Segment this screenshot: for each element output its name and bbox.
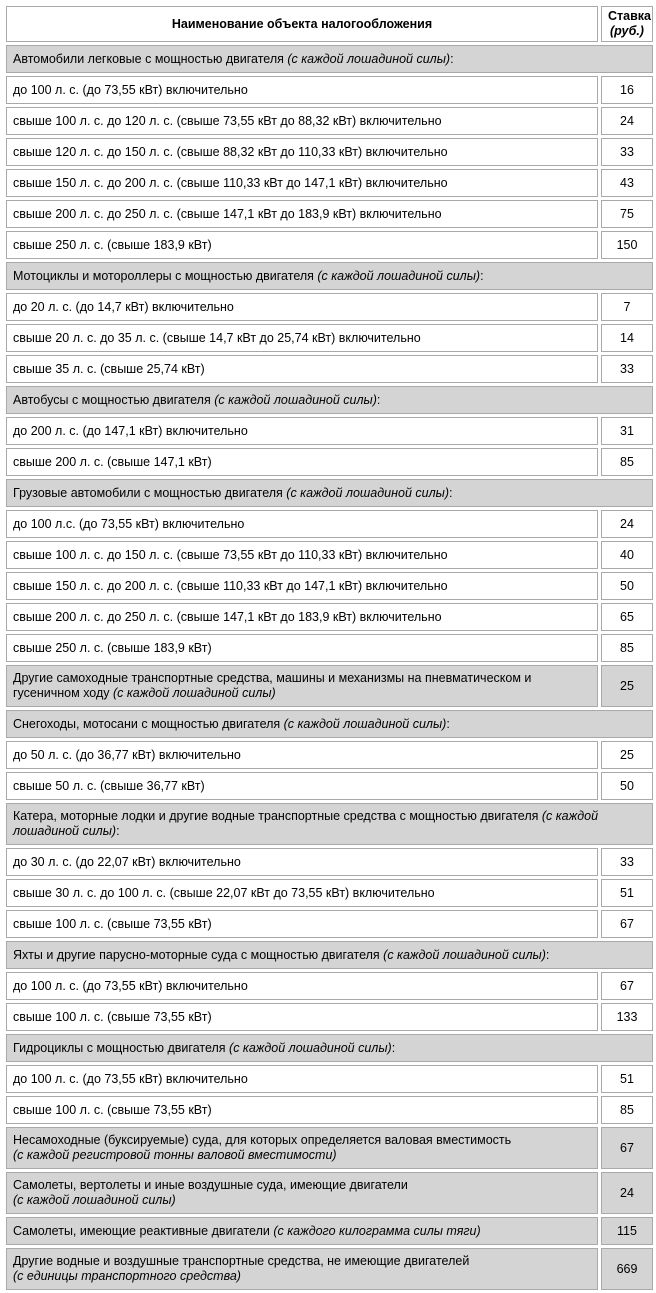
header-rate-label: Ставка: [608, 9, 651, 23]
item-name-cell: до 100 л.с. (до 73,55 кВт) включительно: [6, 510, 598, 538]
table-row: [6, 1096, 653, 1124]
category-name-cell: [6, 262, 653, 290]
rate-cell: 51: [601, 1065, 653, 1093]
category-row: [6, 1217, 653, 1245]
category-row: [6, 1034, 653, 1062]
item-name-cell: свыше 100 л. с. (свыше 73,55 кВт): [6, 1096, 598, 1124]
category-unit-note: (с каждой лошадиной силы): [283, 716, 447, 731]
category-name-cell: [6, 1172, 598, 1214]
table-row: [6, 848, 653, 876]
item-name-cell: свыше 200 л. с. до 250 л. с. (свыше 147,1 кВт до 183,9 кВт) включительно: [6, 200, 598, 228]
header-rate-unit: (руб.): [610, 24, 644, 38]
category-colon: :: [480, 268, 484, 283]
category-unit-note: (с каждой лошадиной силы): [286, 485, 449, 500]
table-row: [6, 541, 653, 569]
category-colon: :: [450, 51, 454, 66]
category-unit-note: (с каждой регистровой тонны валовой вместимости): [13, 1148, 337, 1162]
table-row: [6, 107, 653, 135]
category-unit-note: (с каждой лошадиной силы): [214, 392, 377, 407]
rate-cell: 85: [601, 1096, 653, 1124]
category-colon: :: [545, 947, 550, 962]
rate-cell: 133: [601, 1003, 653, 1031]
table-row: [6, 76, 653, 104]
category-name-cell: [6, 1217, 598, 1245]
category-name-cell: [6, 1034, 653, 1062]
rate-cell: 85: [601, 448, 653, 476]
category-row: [6, 262, 653, 290]
item-name-cell: свыше 200 л. с. (свыше 147,1 кВт): [6, 448, 598, 476]
table-row: [6, 879, 653, 907]
item-name-cell: свыше 100 л. с. до 150 л. с. (свыше 73,55 кВт до 110,33 кВт) включительно: [6, 541, 598, 569]
table-row: [6, 293, 653, 321]
category-name-cell: [6, 45, 653, 73]
rate-cell: 16: [601, 76, 653, 104]
category-row: [6, 1248, 653, 1290]
category-row: [6, 803, 653, 845]
category-row: [6, 1127, 653, 1169]
item-name-cell: свыше 35 л. с. (свыше 25,74 кВт): [6, 355, 598, 383]
header-rate-column: [601, 6, 653, 42]
category-row: [6, 386, 653, 414]
item-name-cell: свыше 100 л. с. (свыше 73,55 кВт): [6, 910, 598, 938]
header-name-column: Наименование объекта налогообложения: [6, 6, 598, 42]
rate-cell: 33: [601, 848, 653, 876]
category-name-cell: [6, 1248, 598, 1290]
table-row: [6, 355, 653, 383]
rate-cell: 50: [601, 772, 653, 800]
table-row: [6, 324, 653, 352]
rate-cell: 24: [601, 107, 653, 135]
category-title: Снегоходы, мотосани с мощностью двигателя: [13, 716, 284, 731]
category-row: [6, 479, 653, 507]
table-row: [6, 772, 653, 800]
category-name-cell: [6, 1127, 598, 1169]
item-name-cell: до 100 л. с. (до 73,55 кВт) включительно: [6, 972, 598, 1000]
table-row: [6, 741, 653, 769]
item-name-cell: свыше 150 л. с. до 200 л. с. (свыше 110,33 кВт до 147,1 кВт) включительно: [6, 169, 598, 197]
category-title: Автобусы с мощностью двигателя: [13, 392, 215, 407]
rate-cell: 33: [601, 355, 653, 383]
category-title: Другие самоходные транспортные средства, машины и механизмы на пневматическом и гусеничном ходу: [13, 671, 532, 700]
item-name-cell: свыше 50 л. с. (свыше 36,77 кВт): [6, 772, 598, 800]
table-row: [6, 634, 653, 662]
category-name-cell: [6, 803, 653, 845]
item-name-cell: свыше 30 л. с. до 100 л. с. (свыше 22,07 кВт до 73,55 кВт) включительно: [6, 879, 598, 907]
category-row: [6, 941, 653, 969]
table-row: [6, 1003, 653, 1031]
table-row: [6, 417, 653, 445]
table-row: [6, 972, 653, 1000]
category-title: Яхты и другие парусно-моторные суда с мощностью двигателя: [13, 947, 384, 962]
category-unit-note: (с каждой лошадиной силы): [113, 686, 276, 700]
table-row: [6, 138, 653, 166]
category-colon: :: [448, 485, 453, 500]
rate-cell: 14: [601, 324, 653, 352]
category-colon: :: [376, 392, 381, 407]
rate-cell: 67: [601, 1127, 653, 1169]
category-title: Автомобили легковые с мощностью двигателя: [13, 51, 288, 66]
item-name-cell: свыше 250 л. с. (свыше 183,9 кВт): [6, 634, 598, 662]
table-row: [6, 231, 653, 259]
item-name-cell: свыше 100 л. с. до 120 л. с. (свыше 73,55 кВт до 88,32 кВт) включительно: [6, 107, 598, 135]
category-name-cell: [6, 386, 653, 414]
category-row: [6, 710, 653, 738]
category-colon: :: [116, 824, 120, 838]
category-title: Грузовые автомобили с мощностью двигателя: [13, 485, 287, 500]
category-unit-note: (с каждой лошадиной силы): [13, 1193, 176, 1207]
item-name-cell: до 100 л. с. (до 73,55 кВт) включительно: [6, 1065, 598, 1093]
rate-cell: 7: [601, 293, 653, 321]
category-name-cell: [6, 665, 598, 707]
rate-cell: 115: [601, 1217, 653, 1245]
table-row: [6, 169, 653, 197]
category-title: Самолеты, имеющие реактивные двигатели: [13, 1223, 274, 1238]
rate-cell: 150: [601, 231, 653, 259]
category-row: [6, 45, 653, 73]
rate-cell: 43: [601, 169, 653, 197]
rate-cell: 85: [601, 634, 653, 662]
rate-cell: 24: [601, 1172, 653, 1214]
category-colon: :: [391, 1040, 396, 1055]
table-row: [6, 603, 653, 631]
table-row: [6, 510, 653, 538]
rate-cell: 40: [601, 541, 653, 569]
item-name-cell: свыше 200 л. с. до 250 л. с. (свыше 147,1 кВт до 183,9 кВт) включительно: [6, 603, 598, 631]
item-name-cell: свыше 20 л. с. до 35 л. с. (свыше 14,7 кВт до 25,74 кВт) включительно: [6, 324, 598, 352]
category-row: [6, 1172, 653, 1214]
category-unit-note: (с каждой лошадиной силы): [287, 51, 451, 66]
category-title: Мотоциклы и мотороллеры с мощностью двигателя: [13, 268, 318, 283]
item-name-cell: до 200 л. с. (до 147,1 кВт) включительно: [6, 417, 598, 445]
rate-cell: 67: [601, 972, 653, 1000]
category-title: Самолеты, вертолеты и иные воздушные суда, имеющие двигатели: [13, 1178, 408, 1192]
category-unit-note: (с каждой лошадиной силы): [13, 809, 599, 838]
rate-cell: 31: [601, 417, 653, 445]
category-name-cell: [6, 710, 653, 738]
table-body: [6, 6, 653, 1290]
item-name-cell: до 20 л. с. (до 14,7 кВт) включительно: [6, 293, 598, 321]
rate-cell: 25: [601, 741, 653, 769]
category-title: Другие водные и воздушные транспортные средства, не имеющие двигателей: [13, 1254, 470, 1268]
category-unit-note: (с каждого килограмма силы тяги): [273, 1223, 481, 1238]
table-row: [6, 572, 653, 600]
category-unit-note: (с единицы транспортного средства): [13, 1269, 241, 1283]
item-name-cell: свыше 250 л. с. (свыше 183,9 кВт): [6, 231, 598, 259]
header-row: [6, 6, 653, 42]
item-name-cell: свыше 100 л. с. (свыше 73,55 кВт): [6, 1003, 598, 1031]
rate-cell: 50: [601, 572, 653, 600]
table-row: [6, 448, 653, 476]
item-name-cell: до 100 л. с. (до 73,55 кВт) включительно: [6, 76, 598, 104]
item-name-cell: свыше 150 л. с. до 200 л. с. (свыше 110,33 кВт до 147,1 кВт) включительно: [6, 572, 598, 600]
rate-cell: 75: [601, 200, 653, 228]
category-name-cell: [6, 479, 653, 507]
item-name-cell: до 30 л. с. (до 22,07 кВт) включительно: [6, 848, 598, 876]
rate-cell: 67: [601, 910, 653, 938]
category-title: Катера, моторные лодки и другие водные транспортные средства с мощностью двигателя: [13, 809, 542, 823]
rate-cell: 51: [601, 879, 653, 907]
table-row: [6, 1065, 653, 1093]
rate-cell: 24: [601, 510, 653, 538]
table-row: [6, 910, 653, 938]
rate-cell: 65: [601, 603, 653, 631]
category-unit-note: (с каждой лошадиной силы): [229, 1040, 392, 1055]
category-title: Гидроциклы с мощностью двигателя: [13, 1040, 230, 1055]
rate-cell: 33: [601, 138, 653, 166]
category-name-cell: [6, 941, 653, 969]
table-row: [6, 200, 653, 228]
category-title: Несамоходные (буксируемые) суда, для которых определяется валовая вместимость: [13, 1133, 512, 1147]
rate-cell: 669: [601, 1248, 653, 1290]
category-colon: :: [446, 716, 450, 731]
category-unit-note: (с каждой лошадиной силы): [383, 947, 546, 962]
item-name-cell: до 50 л. с. (до 36,77 кВт) включительно: [6, 741, 598, 769]
category-unit-note: (с каждой лошадиной силы): [317, 268, 481, 283]
tax-rate-table: [3, 3, 656, 1293]
rate-cell: 25: [601, 665, 653, 707]
category-row: [6, 665, 653, 707]
item-name-cell: свыше 120 л. с. до 150 л. с. (свыше 88,32 кВт до 110,33 кВт) включительно: [6, 138, 598, 166]
